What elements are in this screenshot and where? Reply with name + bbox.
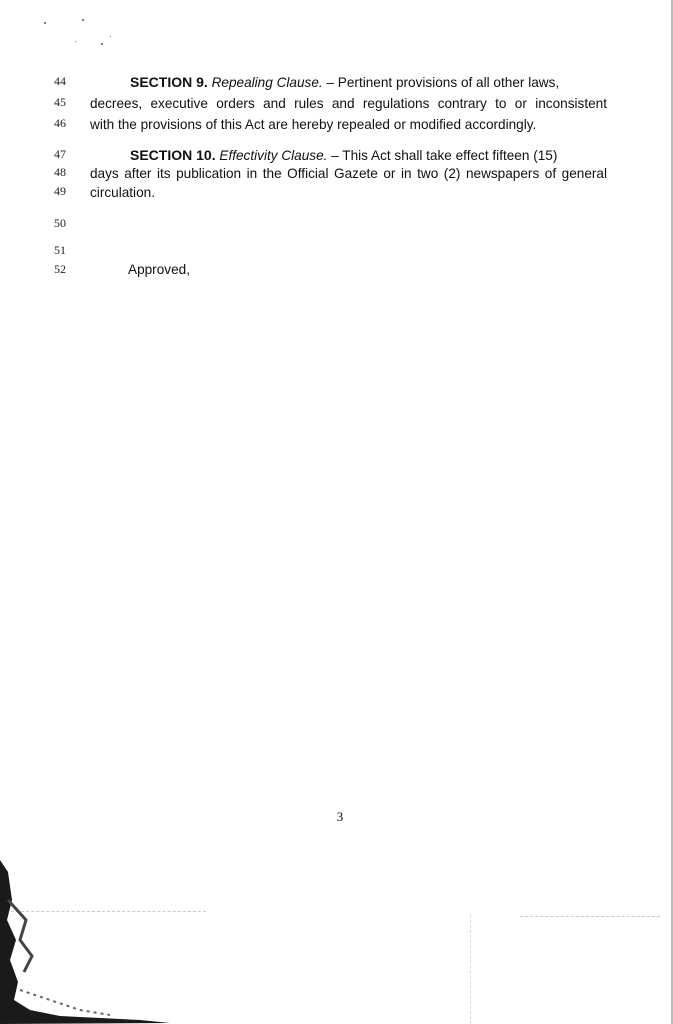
line-number-51: 51 [54,243,66,257]
section-10-title: Effectivity Clause. [219,148,328,163]
scan-fold-line [470,915,471,1024]
line-number-49: 49 [54,184,66,198]
section-9-title: Repealing Clause. [211,75,323,90]
scan-speck [44,22,46,24]
section-10-label: SECTION 10. [130,147,216,163]
section-9-line-2: decrees, executive orders and rules and regulations contrary to or inconsistent [90,96,607,111]
section-9-line-3: with the provisions of this Act are hereby repealed or modified accordingly. [90,117,537,132]
scan-speck [82,19,84,21]
section-10-text: – This Act shall take effect fifteen (15) [327,148,558,163]
scan-speck [110,36,111,37]
scan-shadow-artifact [0,860,170,1024]
section-9-heading-line [90,73,607,92]
line-number-52: 52 [54,262,66,276]
line-number-44: 44 [54,74,66,88]
scan-fold-line [520,916,660,917]
scan-speck [101,43,103,45]
line-number-50: 50 [54,216,66,230]
section-10-line-2: days after its publication in the Official Gazete or in two (2) newspapers of general [90,166,607,181]
page-number: 3 [336,809,344,824]
line-number-48: 48 [54,165,66,179]
line-number-47: 47 [54,147,66,161]
section-9-label: SECTION 9. [130,74,208,90]
scan-speck [75,41,76,42]
section-9-text: – Pertinent provisions of all other laws, [322,75,560,90]
line-number-46: 46 [54,116,66,130]
approved-text: Approved, [128,262,190,277]
section-10-heading-line [90,146,607,165]
line-number-45: 45 [54,95,66,109]
section-10-line-3: circulation. [90,185,155,200]
